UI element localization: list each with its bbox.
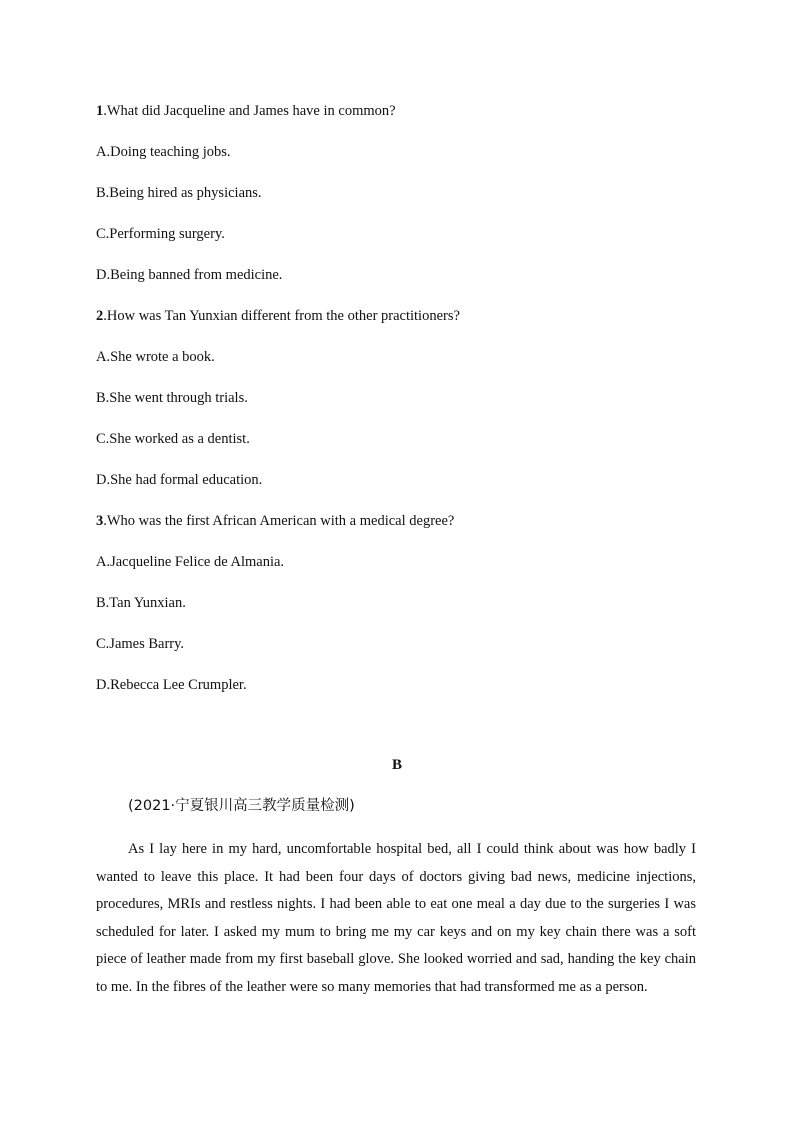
question-3-option-a: A.Jacqueline Felice de Almania. xyxy=(96,554,285,570)
question-2-option-c: C.She worked as a dentist. xyxy=(96,431,250,447)
question-1-stem xyxy=(96,102,396,120)
question-2-text: .How was Tan Yunxian different from the other practitioners? xyxy=(103,308,460,324)
question-2-option-b: B.She went through trials. xyxy=(96,390,248,406)
question-1-option-c: C.Performing surgery. xyxy=(96,226,225,242)
question-3-stem xyxy=(96,512,454,530)
question-1-number: 1 xyxy=(96,103,104,119)
question-3-number: 3 xyxy=(96,513,104,529)
question-3-text: .Who was the first African American with a medical degree? xyxy=(103,513,455,529)
passage-source: (2021·宁夏银川高三教学质量检测) xyxy=(128,798,355,814)
question-1-option-a: A.Doing teaching jobs. xyxy=(96,144,231,160)
passage-paragraph: As I lay here in my hard, uncomfortable hospital bed, all I could think about was how badly I wanted to leave this place. It had been four days of doctors giving bad news, medicine injections, procedures, MRIs and restless nights. I had been able to eat one meal a day due to the surgeries I was scheduled for later. I asked my mum to bring me my car keys and on my key chain there was a soft piece of leather made from my first baseball glove. She looked worried and sad, handing the key chain to me. In the fibres of the leather were so many memories that had transformed me as a person. xyxy=(96,841,696,995)
question-3-option-c: C.James Barry. xyxy=(96,636,185,652)
question-2-stem xyxy=(96,307,460,325)
question-2-option-a: A.She wrote a book. xyxy=(96,349,215,365)
question-1-option-b: B.Being hired as physicians. xyxy=(96,185,262,201)
question-2-number: 2 xyxy=(96,308,104,324)
question-1-option-d: D.Being banned from medicine. xyxy=(96,267,283,283)
question-3-option-d: D.Rebecca Lee Crumpler. xyxy=(96,677,247,693)
question-2-option-d: D.She had formal education. xyxy=(96,472,263,488)
question-1-text: .What did Jacqueline and James have in common? xyxy=(103,103,396,119)
question-3-option-b: B.Tan Yunxian. xyxy=(96,595,186,611)
section-heading: B xyxy=(391,757,402,773)
